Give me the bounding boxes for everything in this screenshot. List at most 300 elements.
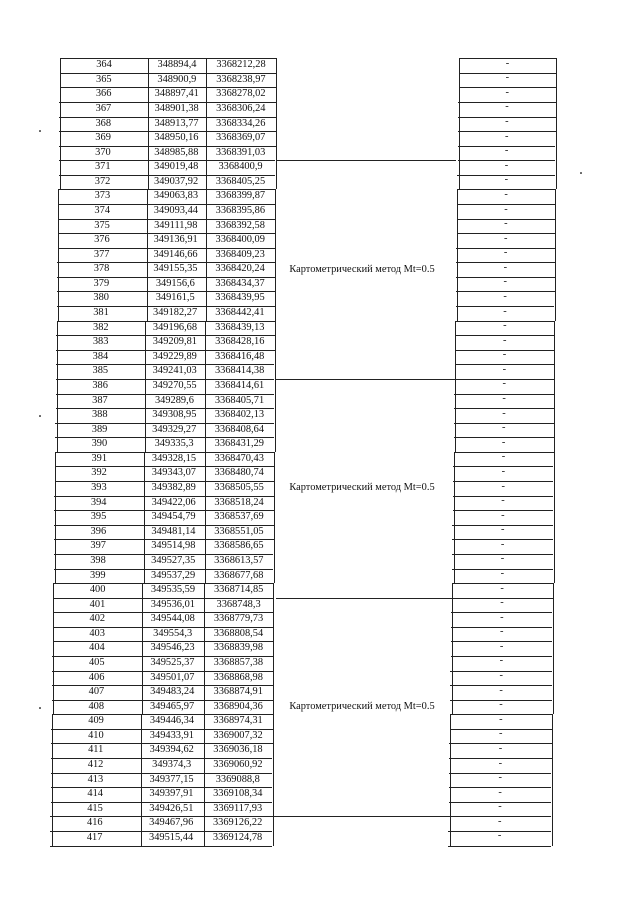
point-number: 370 [95,146,111,158]
column-rule [450,714,451,845]
row-rule [60,58,276,59]
x-coordinate: 349155,35 [153,263,198,275]
column-rule [555,189,556,320]
row-rule [55,437,274,438]
x-coordinate: 349454,79 [151,511,196,523]
point-number: 405 [88,656,105,668]
row-rule [50,831,272,832]
point-number: 371 [94,161,111,173]
mark-cell: - [502,363,507,375]
row-rule [56,364,274,365]
mark-row-rule [457,219,555,220]
row-rule [51,802,273,803]
mark-cell: - [505,130,509,142]
y-coordinate: 3368399,87 [215,190,266,202]
mark-cell: - [502,334,507,346]
mark-cell: - [504,159,509,171]
y-coordinate: 3369060,92 [213,759,263,771]
y-coordinate: 3368414,61 [214,379,265,391]
column-rule [57,321,58,452]
x-coordinate: 349241,03 [152,365,197,377]
mark-cell: - [500,582,504,594]
x-coordinate: 349546,23 [150,642,195,654]
x-coordinate: 349037,92 [154,175,199,187]
y-coordinate: 3369088,8 [215,773,260,785]
mark-row-rule [448,846,551,847]
row-rule [53,641,273,642]
y-coordinate: 3368369,07 [215,132,266,144]
row-rule [58,233,275,234]
point-number: 374 [94,205,111,216]
mark-cell: - [502,349,507,361]
mark-row-rule [451,627,552,628]
column-rule [204,714,205,845]
method-separator [276,160,456,161]
y-coordinate: 3368857,38 [213,656,264,668]
row-rule [55,481,274,482]
mark-row-rule [457,233,555,234]
row-rule [54,496,273,497]
mark-row-rule [454,452,554,453]
row-rule [52,685,273,686]
x-coordinate: 349481,14 [151,525,196,537]
row-rule [56,335,274,336]
y-coordinate: 3368904,36 [213,700,263,712]
mark-row-rule [452,583,553,584]
point-number: 408 [88,700,105,712]
mark-row-rule [452,539,553,540]
row-rule [54,539,274,540]
x-coordinate: 349229,89 [152,350,197,362]
mark-cell: - [505,72,510,84]
row-rule [51,729,272,730]
row-rule [54,569,274,570]
mark-cell: - [499,699,503,711]
mark-cell: - [498,801,502,813]
scan-speck [39,707,41,709]
mark-cell: - [502,393,506,405]
mark-row-rule [455,321,554,322]
row-rule [57,277,275,278]
mark-row-rule [450,671,552,672]
y-coordinate: 3368416,48 [215,350,265,362]
method-label: Картометрический метод Mt=0.5 [289,701,435,712]
x-coordinate: 349063,83 [153,190,199,202]
mark-row-rule [458,102,555,103]
mark-row-rule [453,496,553,497]
mark-row-rule [449,758,551,759]
y-coordinate: 3368212,28 [216,59,266,71]
x-coordinate: 349544,08 [150,613,195,625]
mark-cell: - [502,407,506,419]
point-number: 369 [95,132,111,144]
x-coordinate: 349467,96 [149,817,194,829]
y-coordinate: 3369036,18 [213,744,263,756]
mark-row-rule [458,146,556,147]
mark-row-rule [456,277,555,278]
row-rule [54,554,274,555]
column-rule [205,321,206,452]
column-rule [206,58,207,189]
point-number: 385 [92,365,109,377]
method-label: Картометрический метод Mt=0.5 [289,263,435,275]
mark-cell: - [502,378,506,390]
mark-cell: - [499,640,504,652]
mark-row-rule [452,525,553,526]
row-rule [58,219,275,220]
column-rule [205,452,206,583]
x-coordinate: 349397,91 [149,788,194,800]
point-number: 366 [95,88,112,100]
row-rule [53,627,273,628]
point-number: 401 [89,598,106,610]
point-number: 409 [88,715,104,727]
y-coordinate: 3368409,23 [215,248,265,260]
column-rule [274,452,275,583]
x-coordinate: 349554,3 [153,627,193,639]
column-rule [554,452,555,583]
x-coordinate: 349527,35 [151,554,196,566]
row-rule [59,146,276,147]
y-coordinate: 3368714,85 [213,584,264,596]
column-rule [53,583,54,714]
row-rule [55,452,274,453]
column-rule [55,452,56,583]
row-rule [50,846,272,847]
x-coordinate: 349422,06 [151,496,196,508]
point-number: 400 [89,584,106,596]
row-rule [51,773,272,774]
y-coordinate: 3368238,97 [216,73,266,85]
x-coordinate: 349329,27 [152,423,197,435]
y-coordinate: 3368677,68 [214,569,264,581]
x-coordinate: 348894,4 [157,59,197,71]
mark-cell: - [498,757,503,769]
mark-row-rule [459,87,556,88]
x-coordinate: 349465,97 [150,700,195,712]
point-number: 387 [92,394,108,406]
mark-cell: - [499,626,504,638]
y-coordinate: 3368439,95 [215,292,265,304]
y-coordinate: 3368586,65 [214,540,264,552]
row-rule [52,714,273,715]
row-rule [59,117,275,118]
row-rule [58,204,275,205]
point-number: 414 [87,788,103,800]
point-number: 407 [88,686,105,698]
point-number: 395 [90,511,107,523]
x-coordinate: 349514,98 [151,540,196,552]
mark-row-rule [454,394,554,395]
row-rule [59,102,275,103]
column-rule [204,583,205,714]
row-rule [60,87,276,88]
row-rule [57,321,275,322]
y-coordinate: 3368480,74 [214,467,264,479]
row-rule [51,743,272,744]
mark-row-rule [452,569,553,570]
mark-row-rule [451,598,552,599]
mark-row-rule [450,700,552,701]
x-coordinate: 349111,98 [154,219,198,231]
column-rule [145,321,146,452]
method-separator [272,816,448,817]
mark-row-rule [449,802,552,803]
x-coordinate: 349382,89 [151,482,196,494]
column-rule [275,189,276,320]
column-rule [556,58,557,189]
mark-row-rule [457,175,555,176]
mark-cell: - [504,174,509,186]
column-rule [273,583,274,714]
mark-cell: - [498,772,502,784]
mark-row-rule [455,350,554,351]
point-number: 375 [94,219,110,231]
y-coordinate: 3368874,91 [213,686,263,698]
point-number: 399 [90,569,106,581]
x-coordinate: 348901,38 [154,102,199,114]
mark-cell: - [500,611,504,623]
point-number: 416 [87,817,103,829]
mark-row-rule [451,656,553,657]
mark-cell: - [498,742,503,754]
y-coordinate: 3368839,98 [213,642,264,654]
point-number: 383 [92,336,109,348]
y-coordinate: 3368392,58 [215,219,265,231]
x-coordinate: 348900,9 [157,73,197,85]
mark-cell: - [500,553,505,565]
point-number: 394 [90,496,107,508]
column-rule [276,58,277,189]
point-number: 391 [91,452,108,464]
row-rule [53,612,273,613]
x-coordinate: 348985,88 [154,146,199,158]
row-rule [58,189,275,190]
scan-speck [580,172,582,174]
x-coordinate: 349374,3 [152,759,192,771]
row-rule [57,291,275,292]
y-coordinate: 3368428,16 [215,336,265,348]
y-coordinate: 3368431,29 [214,438,264,450]
y-coordinate: 3369108,34 [213,788,263,800]
column-rule [144,452,145,583]
mark-row-rule [454,408,554,409]
row-rule [56,394,275,395]
mark-row-rule [458,160,556,161]
column-rule [148,58,149,189]
y-coordinate: 3368470,43 [214,452,264,464]
x-coordinate: 348897,41 [154,88,199,100]
y-coordinate: 3368391,03 [215,146,266,158]
x-coordinate: 349426,51 [149,802,194,814]
y-coordinate: 3368395,86 [215,205,266,216]
x-coordinate: 349182,27 [153,307,198,319]
x-coordinate: 348913,77 [154,117,199,129]
column-rule [275,321,276,452]
mark-row-rule [452,554,553,555]
mark-cell: - [504,218,508,230]
mark-row-rule [451,612,552,613]
mark-cell: - [504,203,508,215]
column-rule [553,583,554,714]
x-coordinate: 349343,07 [151,467,196,479]
x-coordinate: 349146,66 [153,248,198,260]
row-rule [56,379,274,380]
row-rule [59,131,276,132]
mark-cell: - [498,815,502,827]
mark-row-rule [458,131,556,132]
mark-row-rule [457,189,555,190]
mark-cell: - [501,524,505,536]
point-number: 380 [93,292,109,304]
y-coordinate: 3368400,9 [218,161,263,173]
y-coordinate: 3368748,3 [216,598,261,610]
x-coordinate: 349335,3 [154,438,194,450]
point-number: 396 [90,525,107,537]
point-number: 404 [89,642,105,654]
mark-cell: - [503,276,507,288]
row-rule [58,248,275,249]
column-rule [206,189,207,320]
mark-cell: - [505,116,509,128]
mark-row-rule [450,685,552,686]
x-coordinate: 349308,95 [152,409,197,421]
y-coordinate: 3369007,32 [213,729,263,741]
y-coordinate: 3369117,93 [213,802,263,814]
mark-cell: - [501,480,505,492]
column-rule [273,714,274,845]
mark-cell: - [498,786,502,798]
x-coordinate: 349394,62 [149,744,194,756]
x-coordinate: 349535,59 [150,584,196,596]
point-number: 381 [93,307,109,319]
column-rule [52,714,53,845]
mark-row-rule [455,379,554,380]
x-coordinate: 349483,24 [150,686,195,698]
x-coordinate: 349537,29 [151,569,196,581]
point-number: 398 [90,554,106,566]
point-number: 367 [95,102,112,114]
column-rule [452,583,453,714]
y-coordinate: 3368613,57 [214,554,264,566]
point-number: 390 [91,438,108,450]
x-coordinate: 348950,16 [154,132,199,144]
mark-cell: - [498,728,503,740]
row-rule [51,758,272,759]
mark-row-rule [458,117,555,118]
column-rule [58,189,59,320]
x-coordinate: 349136,91 [153,234,198,246]
mark-row-rule [448,831,551,832]
mark-cell: - [499,655,504,667]
mark-cell: - [505,86,509,98]
point-number: 411 [88,744,104,756]
point-number: 410 [88,729,104,741]
mark-cell: - [501,465,506,477]
point-number: 413 [87,773,104,785]
row-rule [54,525,274,526]
mark-cell: - [503,290,507,302]
mark-cell: - [503,232,508,244]
row-rule [52,656,273,657]
point-number: 379 [93,277,110,289]
mark-cell: - [502,422,506,434]
x-coordinate: 349161,5 [155,292,195,304]
mark-row-rule [449,787,552,788]
x-coordinate: 349328,15 [151,452,197,464]
x-coordinate: 349377,15 [149,773,194,785]
y-coordinate: 3369124,78 [212,831,263,843]
scan-speck [39,130,41,132]
y-coordinate: 3369126,22 [212,817,263,829]
y-coordinate: 3368808,54 [213,627,264,639]
column-rule [147,189,148,320]
y-coordinate: 3368551,05 [214,525,264,537]
point-number: 364 [96,59,112,71]
mark-row-rule [456,262,555,263]
x-coordinate: 349209,81 [152,336,197,348]
row-rule [51,787,273,788]
mark-row-rule [454,437,554,438]
point-number: 365 [96,73,112,85]
mark-row-rule [448,816,551,817]
method-separator [276,598,456,599]
mark-cell: - [501,436,506,448]
mark-row-rule [449,773,551,774]
point-number: 403 [89,627,105,639]
mark-cell: - [503,305,507,317]
x-coordinate: 349156,6 [155,277,195,289]
row-rule [57,262,275,263]
point-number: 397 [90,540,106,552]
mark-cell: - [497,830,502,842]
column-rule [554,321,555,452]
point-number: 378 [93,263,110,275]
row-rule [55,423,274,424]
mark-row-rule [459,73,556,74]
x-coordinate: 349525,37 [150,656,195,668]
point-number: 384 [92,350,109,362]
y-coordinate: 3368306,24 [216,102,266,114]
mark-cell: - [501,495,505,507]
mark-cell: - [499,670,503,682]
x-coordinate: 349536,01 [150,598,195,610]
row-rule [60,73,276,74]
y-coordinate: 3368400,09 [215,234,265,246]
x-coordinate: 349501,07 [150,671,195,683]
row-rule [54,510,273,511]
mark-cell: - [501,451,506,463]
y-coordinate: 3368537,69 [214,511,264,523]
column-rule [455,321,456,452]
x-coordinate: 349019,48 [154,161,199,173]
y-coordinate: 3368439,13 [215,321,265,333]
y-coordinate: 3368518,24 [214,496,264,508]
x-coordinate: 349196,68 [152,321,198,333]
y-coordinate: 3368402,13 [214,409,265,421]
mark-row-rule [456,291,555,292]
mark-row-rule [454,423,554,424]
mark-cell: - [500,538,505,550]
column-rule [457,189,458,320]
point-number: 392 [91,467,107,479]
x-coordinate: 349289,6 [154,394,194,406]
point-number: 376 [94,234,110,246]
mark-row-rule [455,335,554,336]
mark-row-rule [453,510,553,511]
mark-row-rule [455,364,554,365]
point-number: 402 [89,613,106,625]
